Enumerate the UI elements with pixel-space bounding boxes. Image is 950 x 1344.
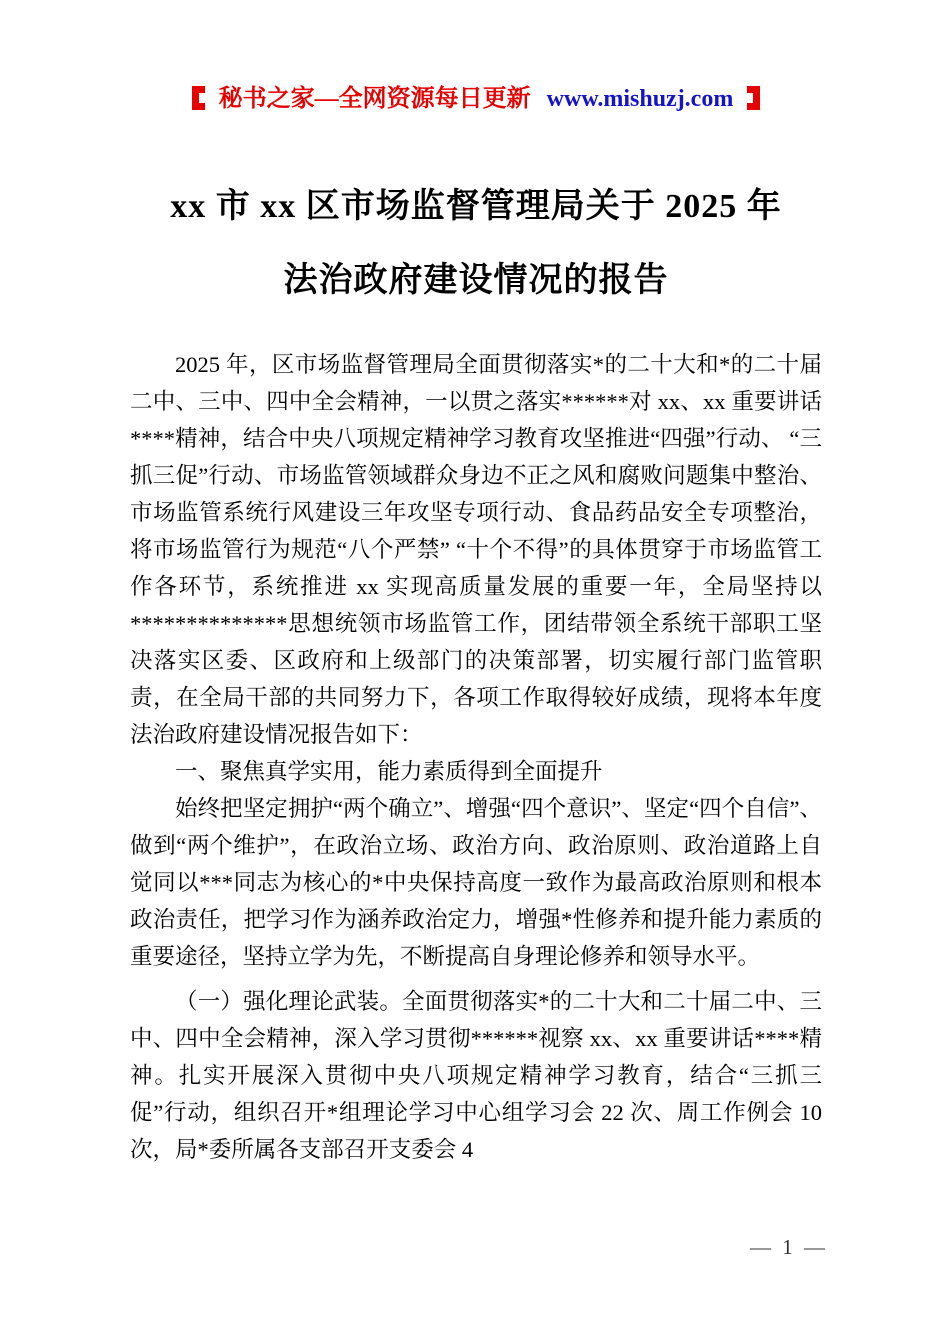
site-brand-text: 秘书之家—全网资源每日更新 bbox=[218, 86, 531, 112]
document-body bbox=[130, 346, 822, 1168]
paragraph-subsection-1-1: （一）强化理论武装。全面贯彻落实*的二十大和二十届二中、三中、四中全会精神，深入学习贯彻******视察 xx、xx 重要讲话****精神。扎实开展深入贯彻中央八项规定精神学习教育，结合“三抓三促”行动，组织召开*组理论学习中心组学习会 22 次、周工作例会 10 次，局*委所属各支部召开支委会 4 bbox=[130, 989, 822, 1162]
paragraph-section-1-lead: 始终把坚定拥护“两个确立”、增强“四个意识”、坚定“四个自信”、做到“两个维护”，在政治立场、政治方向、政治原则、政治道路上自觉同以***同志为核心的*中央保持高度一致作为最高政治原则和根本政治责任，把学习作为涵养政治定力，增强*性修养和提升能力素质的重要途径，坚持立学为先，不断提高自身理论修养和领导水平。 bbox=[130, 796, 822, 969]
red-corner-bracket-right-icon bbox=[747, 86, 760, 110]
site-header bbox=[130, 84, 822, 114]
document-title-line2: 法治政府建设情况的报告 bbox=[283, 262, 669, 299]
red-corner-bracket-left-icon bbox=[192, 86, 205, 110]
site-url-link[interactable]: www.mishuzj.com bbox=[546, 86, 734, 112]
document-title bbox=[130, 170, 822, 318]
document-title-line1: xx 市 xx 区市场监督管理局关于 2025 年 bbox=[170, 188, 782, 225]
paragraph-intro: 2025 年，区市场监督管理局全面贯彻落实*的二十大和*的二十届二中、三中、四中全会精神，一以贯之落实******对 xx、xx 重要讲话****精神，结合中央八项规定精神学习教育攻坚推进“四强”行动、 “三抓三促”行动、市场监管领域群众身边不正之风和腐败问题集中整治、市场监管系统行风建设三年攻坚专项行动、食品药品安全专项整治，将市场监管行为规范“八个严禁” “十个不得”的具体贯穿于市场监管工作各环节，系统推进 xx 实现高质量发展的重要一年，全局坚持以**************思想统领市场监管工作，团结带领全系统干部职工坚决落实区委、区政府和上级部门的决策部署，切实履行部门监管职责，在全局干部的共同努力下，各项工作取得较好成绩，现将本年度法治政府建设情况报告如下： bbox=[130, 352, 822, 747]
page-number: — 1 — bbox=[750, 1235, 828, 1259]
section-heading-1: 一、聚焦真学实用，能力素质得到全面提升 bbox=[175, 759, 603, 784]
